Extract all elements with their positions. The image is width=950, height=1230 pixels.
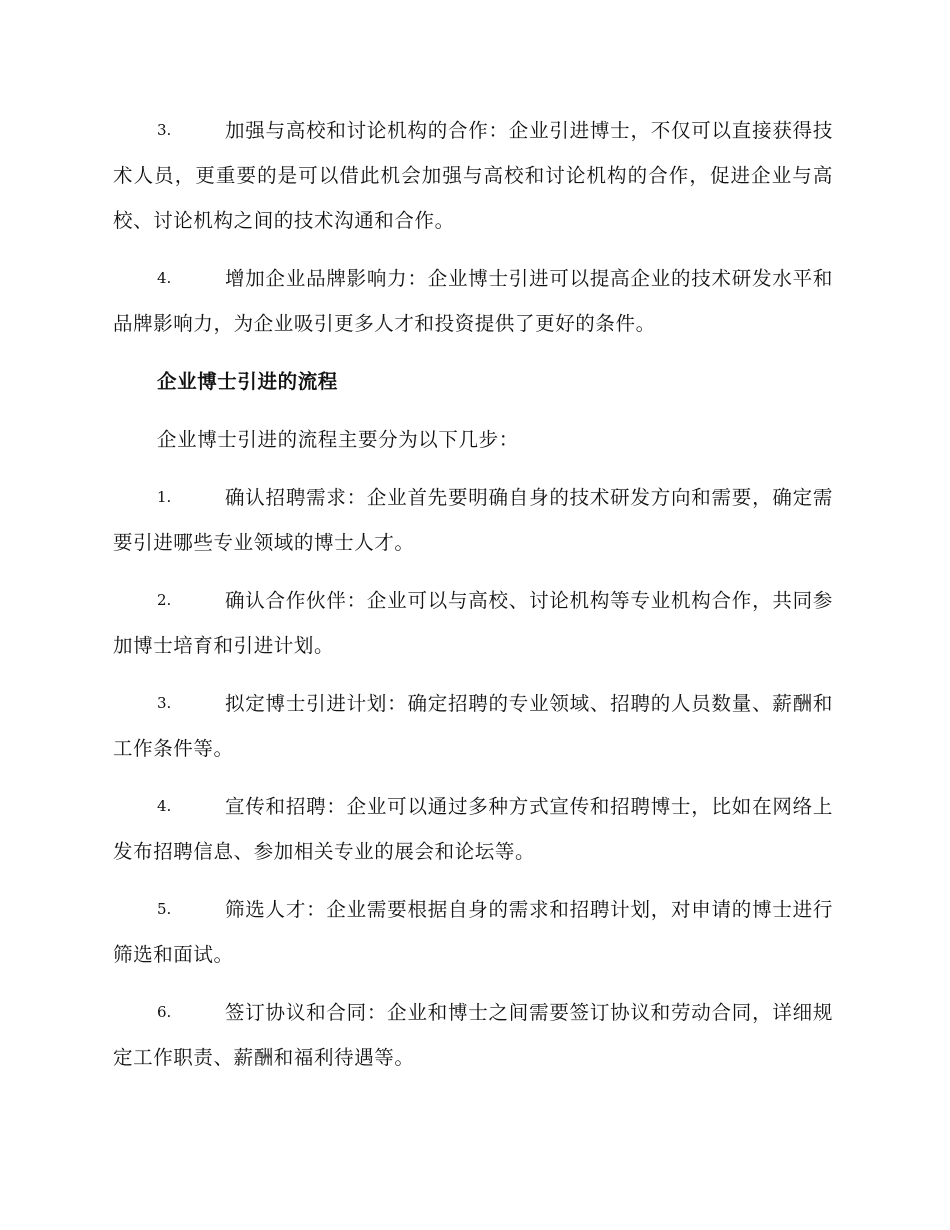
- list-item-text: 增加企业品牌影响力：企业博士引进可以提高企业的技术研发水平和品牌影响力，为企业吸引更多人才和投资提供了更好的条件。: [113, 267, 833, 335]
- step-text: 筛选人才：企业需要根据自身的需求和招聘计划，对申请的博士进行筛选和面试。: [113, 898, 833, 966]
- step-text: 签订协议和合同：企业和博士之间需要签订协议和劳动合同，详细规定工作职责、薪酬和福利待遇等。: [113, 1001, 833, 1069]
- step-text: 确认招聘需求：企业首先要明确自身的技术研发方向和需要，确定需要引进哪些专业领域的博士人才。: [113, 486, 833, 554]
- list-item-brand-influence: [113, 256, 833, 346]
- list-number: 4.: [157, 269, 172, 287]
- step-number: 4.: [157, 797, 172, 815]
- step-text: 宣传和招聘：企业可以通过多种方式宣传和招聘博士，比如在网络上发布招聘信息、参加相关专业的展会和论坛等。: [113, 795, 833, 863]
- step-item-5: [113, 887, 833, 977]
- step-number: 5.: [157, 900, 172, 918]
- step-item-1: [113, 475, 833, 565]
- step-text: 确认合作伙伴：企业可以与高校、讨论机构等专业机构合作，共同参加博士培育和引进计划。: [113, 589, 833, 657]
- step-number: 1.: [157, 488, 172, 506]
- list-item-cooperation: [113, 108, 833, 243]
- list-number: 3.: [157, 121, 172, 139]
- step-item-3: [113, 681, 833, 771]
- step-text: 拟定博士引进计划：确定招聘的专业领域、招聘的人员数量、薪酬和工作条件等。: [113, 692, 833, 760]
- step-number: 3.: [157, 694, 172, 712]
- section-heading: 企业博士引进的流程: [157, 370, 338, 393]
- step-item-4: [113, 784, 833, 874]
- step-number: 6.: [157, 1003, 172, 1021]
- step-number: 2.: [157, 591, 172, 609]
- step-item-2: [113, 578, 833, 668]
- list-item-text: 加强与高校和讨论机构的合作：企业引进博士，不仅可以直接获得技术人员，更重要的是可以借此机会加强与高校和讨论机构的合作，促进企业与高校、讨论机构之间的技术沟通和合作。: [113, 119, 833, 232]
- section-intro: 企业博士引进的流程主要分为以下几步：: [157, 428, 519, 451]
- step-item-6: [113, 990, 833, 1080]
- document-body: [113, 108, 833, 1093]
